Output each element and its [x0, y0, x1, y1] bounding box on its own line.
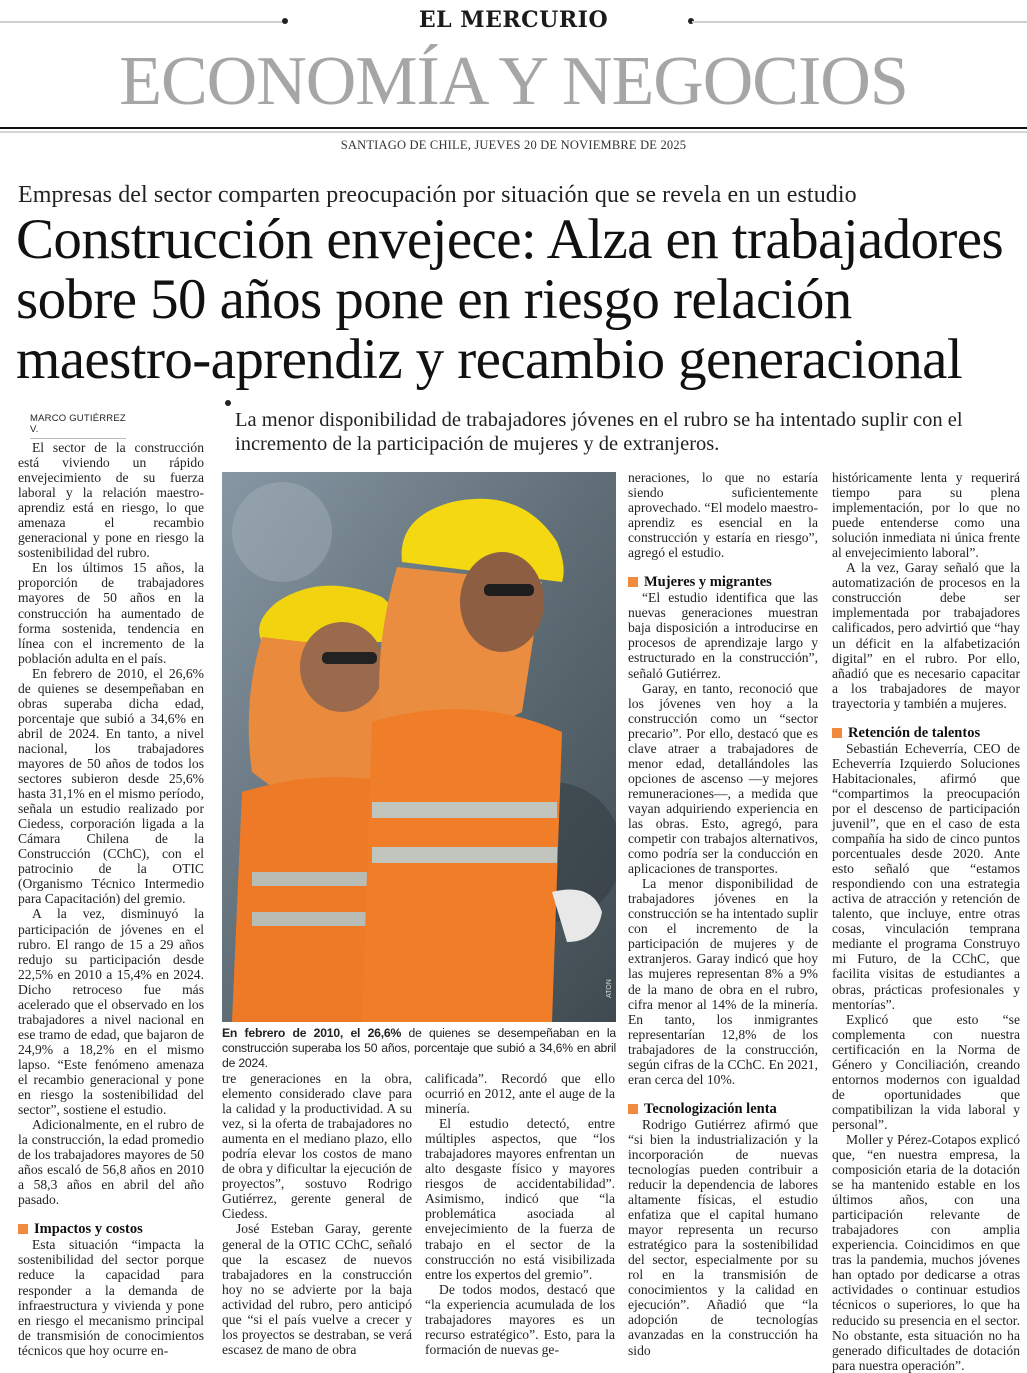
caption-lead: En febrero de 2010, el 26,6%: [222, 1026, 402, 1040]
deck-dot: [225, 400, 231, 406]
section-title: ECONOMÍA Y NEGOCIOS: [119, 43, 908, 120]
square-bullet-icon: [628, 577, 638, 587]
body-paragraph: En los últimos 15 años, la proporción de trabajadores mayores de 50 años en la construcción ha aumentado de forma sostenida, tendencia en línea con el incremento de la población adulta en el país.: [18, 560, 204, 666]
body-paragraph: A la vez, Garay señaló que la automatización de procesos en la construcción debe ser implementada por trabajadores calificados, pero advirtió que “hay un déficit en la alfabetización digital” en el rubro. Por ello, añadió que es necesario capacitar a los trabajadores de mayor trayectoria y también a mujeres.: [832, 560, 1020, 711]
subheading-text: Tecnologización lenta: [644, 1100, 777, 1117]
body-paragraph: Esta situación “impacta la sostenibilidad del sector porque reduce la capacidad para responder a la demanda de infraestructura y vivienda y pone en riesgo el mecanismo principal de transmisión de conocimientos técnicos que hoy ocurre en-: [18, 1237, 204, 1358]
body-paragraph: A la vez, disminuyó la participación de jóvenes en el rubro. El rango de 15 a 29 años redujo su participación desde 22,5% en 2010 a 15,4% en 2024. Dicho retroceso fue más acelerado que el observado en los trabajadores a nivel nacional en ese tramo de edad, que bajaron de 24,9% a 18,2% en el mismo lapso. “Este fenómeno amenaza el recambio generacional y pone en riesgo la sostenibilidad del sector”, sostiene el estudio.: [18, 906, 204, 1118]
newspaper-masthead: EL MERCURIO: [418, 7, 609, 33]
square-bullet-icon: [832, 728, 842, 738]
header-rule-thin: [0, 131, 1027, 133]
photo-caption: [222, 1026, 616, 1071]
caption-text: de quienes se desempeñaban en la construcción superaba los 50 años, porcentaje que subió a 34,6% en abril de 2024.: [222, 1026, 617, 1070]
body-paragraph: históricamente lenta y requerirá tiempo para su plena implementación, por lo que no puede entenderse como una solución inmediata ni única frente al envejecimiento laboral”.: [832, 470, 1020, 561]
body-paragraph: El sector de la construcción está viviendo un rápido envejecimiento de su fuerza laboral y la relación maestro-aprendiz está en riesgo, lo que amenaza el recambio generacional y pone en riesgo la sostenibilidad del rubro.: [18, 440, 204, 561]
square-bullet-icon: [18, 1224, 28, 1234]
body-paragraph: De todos modos, destacó que “la experiencia acumulada de los trabajadores mayores es un recurso estratégico”. Esto, para la formación de nuevas ge-: [425, 1281, 615, 1357]
subheading: [628, 1101, 818, 1117]
article-deck: La menor disponibilidad de trabajadores jóvenes en el rubro se ha intentado suplir con el incremento de la participación de mujeres y de extranjeros.: [235, 409, 963, 455]
article-column-4: [628, 470, 818, 1358]
body-paragraph: La menor disponibilidad de trabajadores jóvenes en la construcción se ha intentado suplir con el incremento de la participación de mujeres y de extranjeros. Garay indicó que hoy las mujeres representan 8% a 9% de la mano de obra en el rubro, cifra menor al 14% de la minería. En tanto, los inmigrantes representarían 12,8% de los trabajadores de la construcción, según cifras de la CChC. En 2021, eran cerca del 10%.: [628, 876, 818, 1087]
body-paragraph: Adicionalmente, en el rubro de la construcción, la edad promedio de los trabajadores mayores de 50 años escaló de 56,8 años en 2010 a 58,3 años en abril del año pasado.: [18, 1117, 204, 1208]
article-column-2: [222, 1071, 412, 1357]
body-paragraph: calificada”. Recordó que ello ocurrió en 2012, ante el auge de la minería.: [425, 1071, 615, 1117]
body-paragraph: José Esteban Garay, gerente general de la OTIC CChC, señaló que la escasez de nuevos trabajadores en la construcción hoy no se advierte por la baja actividad del rubro, pero anticipó que “si el país vuelve a crecer y los proyectos se destraban, se verá escasez de mano de obra: [222, 1221, 412, 1357]
subheading: [628, 574, 818, 590]
body-paragraph: tre generaciones en la obra, elemento considerado clave para la calidad y la productividad. A su vez, si la oferta de trabajadores no aumenta en el mediano plazo, ello podría elevar los costos de mano de obra y dificultar la ejecución de proyectos”, sostuvo Rodrigo Gutiérrez, gerente general de Ciedess.: [222, 1071, 412, 1222]
body-paragraph: Sebastián Echeverría, CEO de Echeverría Izquierdo Soluciones Habitacionales, afirmó que “compartimos la preocupación por el descenso de participación juvenil”, que en el caso de esta compañía ha sido de cinco puntos porcentuales desde 2020. Ante esto señaló que “estamos respondiendo con una estrategia activa de atracción y retención de talento, que incluye, entre otras cosas, vinculación temprana mediante el programa Construyo mi Futuro, de la CChC, que facilita visitas de estudiantes a obras, prácticas profesionales y mentorías”.: [832, 740, 1020, 1012]
article-headline: [16, 210, 1003, 390]
subheading-text: Impactos y costos: [34, 1221, 143, 1238]
photo-credit: ATON: [606, 979, 613, 998]
body-paragraph: En febrero de 2010, el 26,6% de quienes se desempeñaban en obras superaba dicha edad, porcentaje que subió a 34,6% en abril de 2024. En tanto, a nivel nacional, los trabajadores mayores de 50 años de todos los sectores subieron desde 25,6% hasta 31,1% en el mismo período, señala un estudio realizado por Ciedess, corporación ligada a la Cámara Chilena de la Construcción (CChC), con el patrocinio de la OTIC (Organismo Técnico Intermedio para Capacitación) del gremio.: [18, 665, 204, 907]
subheading: [832, 725, 1020, 741]
body-paragraph: Rodrigo Gutiérrez afirmó que “si bien la industrialización y la incorporación de nuevas tecnologías pueden contribuir a reducir la dependencia de labores altamente físicas, el estudio enfatiza que el capital humano mayor representa un recurso estratégico para la sostenibilidad del sector, especialmente por su rol en la transmisión de conocimientos y la calidad en ejecución”. Añadió que “la adopción de tecnologías avanzadas en la construcción ha sido: [628, 1116, 818, 1358]
header-rule-thick: [0, 127, 1027, 129]
article-kicker: Empresas del sector comparten preocupación por situación que se revela en un estudio: [18, 182, 857, 208]
body-paragraph: El estudio detectó, entre múltiples aspectos, que “los trabajadores mayores enfrentan un alto desgaste físico y mayores riesgos de accidentabilidad”. Asimismo, indicó que “la problemática asociada al envejecimiento de la fuerza de trabajo en el sector de la construcción no está visibilizada entre los expertos del gremio”.: [425, 1116, 615, 1282]
dateline: SANTIAGO DE CHILE, JUEVES 20 DE NOVIEMBRE DE 2025: [340, 138, 687, 152]
headline-line: sobre 50 años pone en riesgo relación: [16, 268, 852, 331]
article-photo: [222, 472, 616, 1022]
article-column-3: [425, 1071, 615, 1357]
body-paragraph: “El estudio identifica que las nuevas generaciones muestran baja disposición a introducirse en procesos de aprendizaje largo y estructurado en la construcción”, señaló Gutiérrez.: [628, 590, 818, 681]
byline: MARCO GUTIÉRREZ V.: [30, 413, 126, 439]
article-column-5: [832, 470, 1020, 1373]
construction-workers-photo: [222, 472, 616, 1022]
body-paragraph: Explicó que esto “se complementa con nuestra certificación en la Norma de Género y Conciliación, creando entornos modernos con igualdad de oportunidades que compatibilizan la vida laboral y personal”.: [832, 1011, 1020, 1132]
article-column-1: [18, 440, 204, 1358]
subheading-text: Mujeres y migrantes: [644, 574, 772, 591]
headline-line: Construcción envejece: Alza en trabajadores: [16, 208, 1004, 271]
square-bullet-icon: [628, 1104, 638, 1114]
headline-line: maestro-aprendiz y recambio generacional: [16, 328, 963, 391]
body-paragraph: Garay, en tanto, reconoció que los jóvenes ven hoy a la construcción como un “sector precario”. Por ello, destacó que es clave atraer a trabajadores de menor edad, detallándoles las opciones de ascenso —y mejores remuneraciones—, a medida que vayan adquiriendo experiencia en las obras. Esto, agregó, para competir con trabajos alternativos, como podría ser la conducción en aplicaciones de transportes.: [628, 680, 818, 877]
body-paragraph: neraciones, lo que no estaría siendo suficientemente aprovechado. “El modelo maestro-aprendiz es esencial en la construcción y estaría en riesgo”, agregó el estudio.: [628, 470, 818, 561]
subheading-text: Retención de talentos: [848, 724, 981, 741]
body-paragraph: Moller y Pérez-Cotapos explicó que, “en nuestra empresa, la composición etaria de la dotación se ha mantenido estable en los últimos años, con una participación relevante de trabajadores con amplia experiencia. Coincidimos en que tras la pandemia, muchos jóvenes han optado por dedicarse a otras actividades o continuar estudios técnicos o superiores, lo que ha reducido su presencia en el sector. No obstante, esta situación no ha generado dificultades de dotación para nuestra operación”.: [832, 1131, 1020, 1373]
subheading: [18, 1221, 204, 1237]
